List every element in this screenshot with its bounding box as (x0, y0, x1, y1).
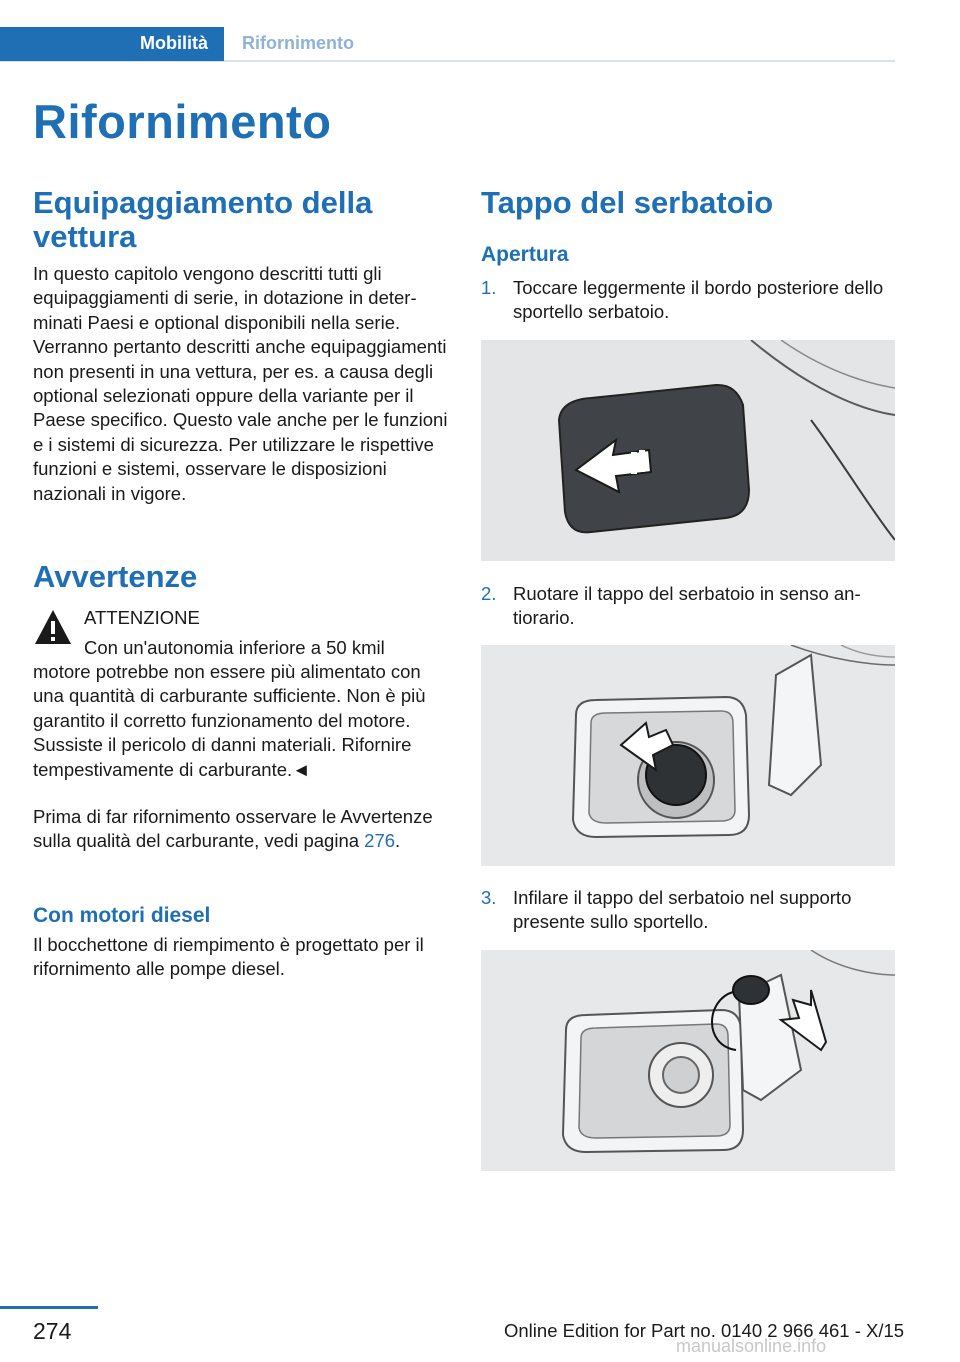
step-number: 1. (481, 277, 497, 298)
edition-text: Online Edition for Part no. 0140 2 966 461 - X/15 (504, 1320, 905, 1341)
note-paragraph (33, 805, 443, 854)
page-link-276[interactable]: 276 (364, 830, 396, 852)
page-title: Rifornimento (33, 95, 332, 148)
note-text: Prima di far rifornimento osservare le Avvertenze sulla qualità del carburante, vedi pagina (33, 806, 433, 852)
section-body-equipaggiamento: In questo capitolo vengono descritti tutti gli equipaggiamenti di serie, in dotazione in determinati Paesi e optional disponibili nella serie. Verranno pertanto descritti anche equipaggiamenti non presenti in una vettura, per es. a causa degli optional selezionati oppure della variante per il Paese specifico. Questo vale anche per le funzioni e i sistemi di sicurezza. Per utilizzare le rispettive funzioni e sistemi, osservare le disposizioni nazionali in vigore. (33, 263, 448, 504)
watermark: manualsonline.info (676, 1336, 827, 1356)
step-text: Ruotare il tappo del serbatoio in senso antiorario. (513, 583, 861, 629)
warning-label: ATTENZIONE (84, 607, 200, 628)
section-title-avvertenze: Avvertenze (33, 559, 198, 594)
illustration-fuel-door-closed (481, 340, 895, 561)
footer-accent-line (0, 1306, 98, 1309)
tab-rifornimento[interactable]: Rifornimento (242, 33, 354, 53)
subsection-title-apertura: Apertura (481, 243, 569, 266)
warning-text: motore potrebbe non essere più alimentato con una quantità di carburante sufficiente. Non è più garantito il corretto funzionamento del motore. Sussiste il pericolo di danni materiali. Rifornire tempestivamente di carburante.◄ (33, 661, 426, 780)
illustration-fuel-cap-rotate (481, 645, 895, 866)
note-end: . (395, 830, 401, 852)
warning-text-first-line: Con un'autonomia inferiore a 50 kmil (84, 637, 385, 658)
section-title-equipaggiamento: Equipaggiamento della vettura (33, 185, 373, 254)
step-text: Toccare leggermente il bordo posteriore dello sportello serbatoio. (513, 277, 884, 323)
page-number: 274 (33, 1318, 72, 1344)
step-text: Infilare il tappo del serbatoio nel supporto presente sullo sportello. (513, 887, 852, 933)
warning-triangle-icon (33, 608, 73, 646)
tab-mobilita[interactable]: Mobilità (0, 27, 224, 61)
step-number: 3. (481, 887, 497, 908)
section-body-diesel: Il bocchettone di riempimento è progettato per il rifornimento alle pompe diesel. (33, 934, 424, 980)
illustration-fuel-cap-holder (481, 950, 895, 1171)
step-number: 2. (481, 583, 497, 604)
section-title-diesel: Con motori diesel (33, 904, 211, 927)
section-title-tappo: Tappo del serbatoio (481, 185, 774, 220)
